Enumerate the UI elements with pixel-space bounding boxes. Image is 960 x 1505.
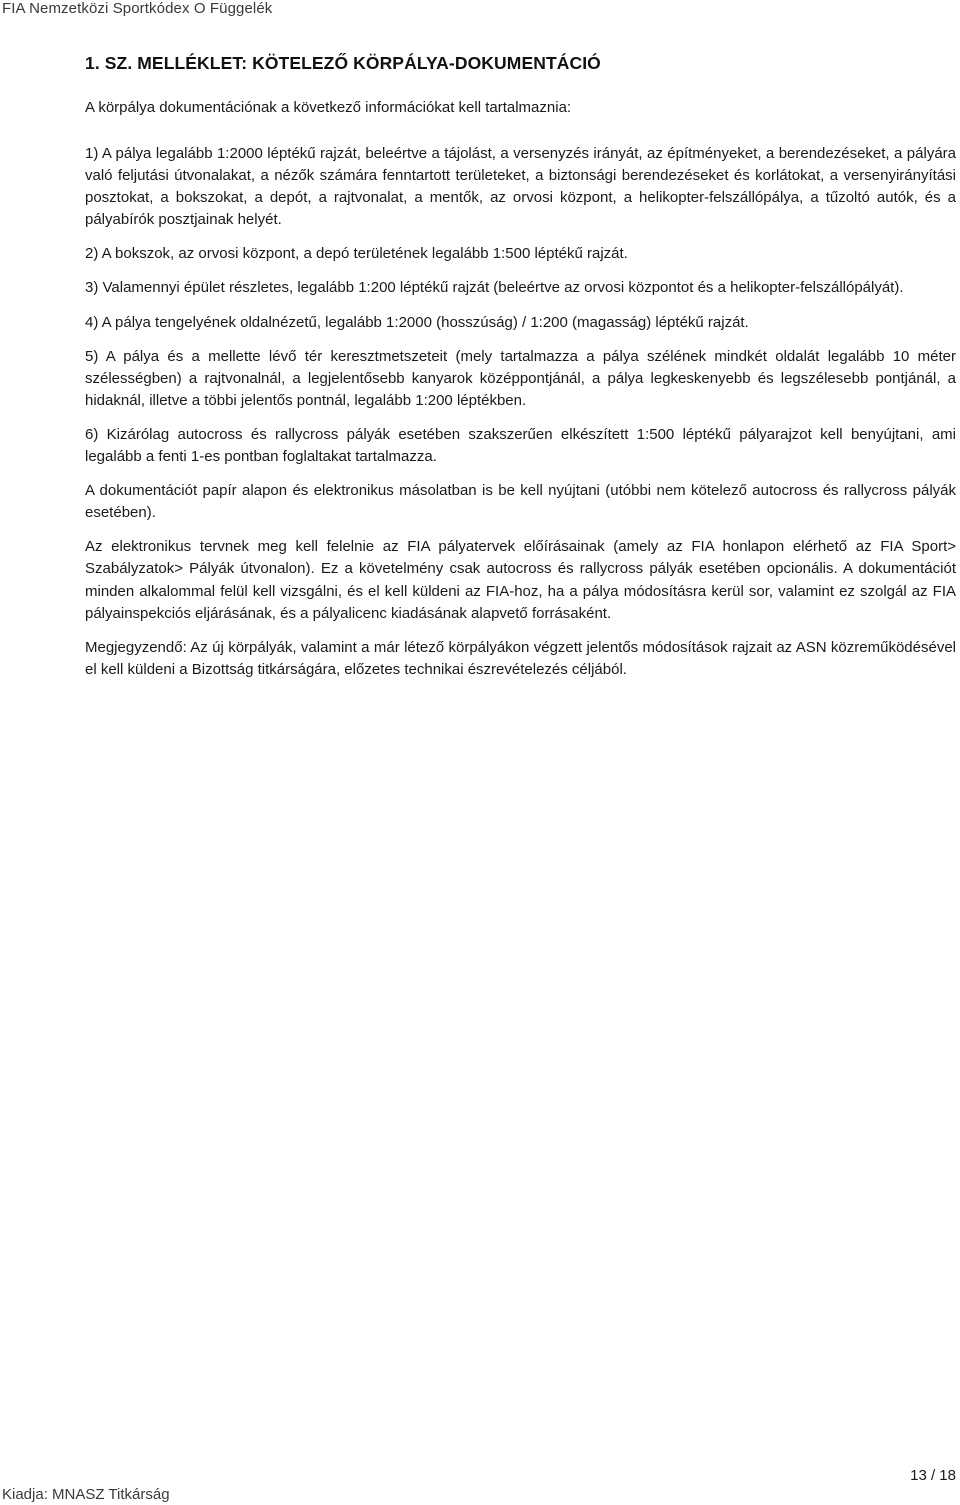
page-title: 1. SZ. MELLÉKLET: KÖTELEZŐ KÖRPÁLYA-DOKUMENTÁCIÓ <box>85 53 601 73</box>
document-body <box>85 143 956 681</box>
running-header: FIA Nemzetközi Sportkódex O Függelék <box>2 0 273 17</box>
paragraph-6: 6) Kizárólag autocross és rallycross pályák esetében szakszerűen elkészített 1:500 léptékű pályarajzot kell benyújtani, ami legalább a fenti 1-es pontban foglaltakat tartalmazza. <box>85 425 956 466</box>
paragraph-documentation-format: A dokumentációt papír alapon és elektronikus másolatban is be kell nyújtani (utóbbi nem kötelező autocross és rallycross pályák esetében). <box>85 482 956 522</box>
intro-text: A körpálya dokumentációnak a következő információkat kell tartalmaznia: <box>85 99 572 116</box>
paragraph-4: 4) A pálya tengelyének oldalnézetű, legalább 1:2000 (hosszúság) / 1:200 (magasság) léptékű rajzát. <box>85 313 749 331</box>
paragraph-3: 3) Valamennyi épület részletes, legalább 1:200 léptékű rajzát (beleértve az orvosi központot és a helikopter-felszállópályát). <box>85 279 904 297</box>
paragraph-2: 2) A bokszok, az orvosi központ, a depó területének legalább 1:500 léptékű rajzát. <box>85 245 628 263</box>
paragraph-1: 1) A pálya legalább 1:2000 léptékű rajzát, beleértve a tájolást, a versenyzés irányát, az építményeket, a berendezéseket, a pályára való feljutási útvonalakat, a nézők számára fenntartott területeket, a biztonsági berendezéseket és korlátokat, a versenyirányítási posztokat, a bokszokat, a depót, a rajtvonalat, a mentők, az orvosi központ, a helikopter-felszállópálya, a tűzoltó autók, és a pályabírók posztjainak helyét. <box>85 145 956 229</box>
page-number: 13 / 18 <box>910 1467 956 1484</box>
paragraph-5: 5) A pálya és a mellette lévő tér keresztmetszeteit (mely tartalmazza a pálya szélének mindkét oldalát legalább 10 méter szélességben) a rajtvonalnál, a legjelentősebb kanyarok középpontjánál, a pálya legkeskenyebb és legszélesebb pontjánál, a hidaknál, illetve a többi jelentős pontnál, legalább 1:200 léptékben. <box>85 347 956 409</box>
paragraph-electronic-plan: Az elektronikus tervnek meg kell felelnie az FIA pályatervek előírásainak (amely az FIA honlapon elérhető az FIA Sport> Szabályzatok> Pályák útvonalon). Ez a követelmény csak autocross és rallycross pályák esetében opcionális. A dokumentációt minden alkalommal felül kell vizsgálni, és el kell küldeni az FIA-hoz, ha a pálya módosításra kerül sor, valamint ez szolgál az FIA pályainspekciós eljárásának, és a pályalicenc kiadásának alapvető forrásaként. <box>85 538 956 622</box>
paragraph-note: Megjegyzendő: Az új körpályák, valamint a már létező körpályákon végzett jelentős módosítások rajzait az ASN közreműködésével el kell küldeni a Bizottság titkárságára, előzetes technikai észrevételezés céljából. <box>85 638 956 678</box>
footer-issuer: Kiadja: MNASZ Titkárság <box>2 1486 170 1503</box>
